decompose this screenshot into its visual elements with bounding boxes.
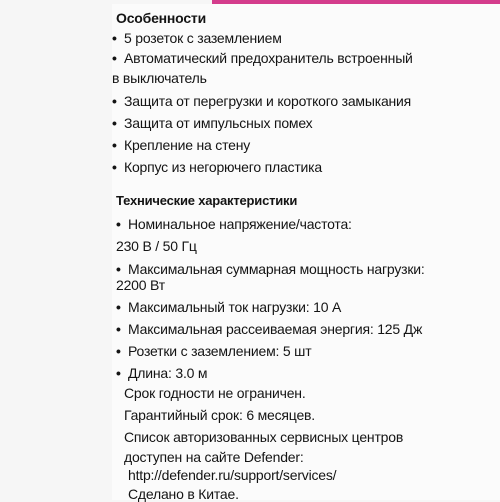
spec-line: • Максимальная рассеиваемая энергия: 125 Дж xyxy=(116,321,423,337)
bullet-icon: • xyxy=(112,115,117,131)
bullet-icon: • xyxy=(112,93,117,109)
spec-line-plain: Гарантийный срок: 6 месяцев. xyxy=(124,407,315,423)
spec-line: • Максимальная суммарная мощность нагрузки: xyxy=(116,261,425,277)
features-heading: Особенности xyxy=(116,10,206,26)
spec-line-plain: Сделано в Китае. xyxy=(128,486,239,502)
bullet-icon: • xyxy=(116,365,121,381)
spec-line: • Длина: 3.0 м xyxy=(116,365,208,381)
bullet-icon: • xyxy=(116,299,121,315)
bullet-icon: • xyxy=(116,261,121,277)
bullet-icon: • xyxy=(112,50,117,66)
feature-item: • Защита от перегрузки и короткого замыкания xyxy=(112,93,412,109)
feature-item: • 5 розеток с заземлением xyxy=(112,30,282,46)
feature-item: • Крепление на стену xyxy=(112,137,251,153)
spec-line: • Максимальный ток нагрузки: 10 А xyxy=(116,299,342,315)
specs-heading: Технические характеристики xyxy=(116,193,298,208)
feature-item: • Защита от импульсных помех xyxy=(112,115,313,131)
bullet-icon: • xyxy=(112,159,117,175)
support-url: http://defender.ru/support/services/ xyxy=(128,467,337,483)
spec-line-plain: Срок годности не ограничен. xyxy=(124,385,306,401)
bullet-icon: • xyxy=(116,343,121,359)
spec-line-continuation: 230 В / 50 Гц xyxy=(116,238,197,254)
feature-item-continuation: в выключатель xyxy=(112,70,207,86)
feature-item: • Корпус из негорючего пластика xyxy=(112,159,322,175)
spec-line: • Номинальное напряжение/частота: xyxy=(116,216,352,232)
bullet-icon: • xyxy=(116,321,121,337)
bullet-icon: • xyxy=(112,30,117,46)
bullet-icon: • xyxy=(116,216,121,232)
spec-line-plain: Список авторизованных сервисных центров xyxy=(124,429,404,445)
feature-item: • Автоматический предохранитель встроенный xyxy=(112,50,413,66)
spec-line-plain: доступен на сайте Defender: xyxy=(124,449,304,465)
bullet-icon: • xyxy=(112,137,117,153)
spec-line-continuation: 2200 Вт xyxy=(116,277,165,293)
spec-line: • Розетки с заземлением: 5 шт xyxy=(116,343,312,359)
